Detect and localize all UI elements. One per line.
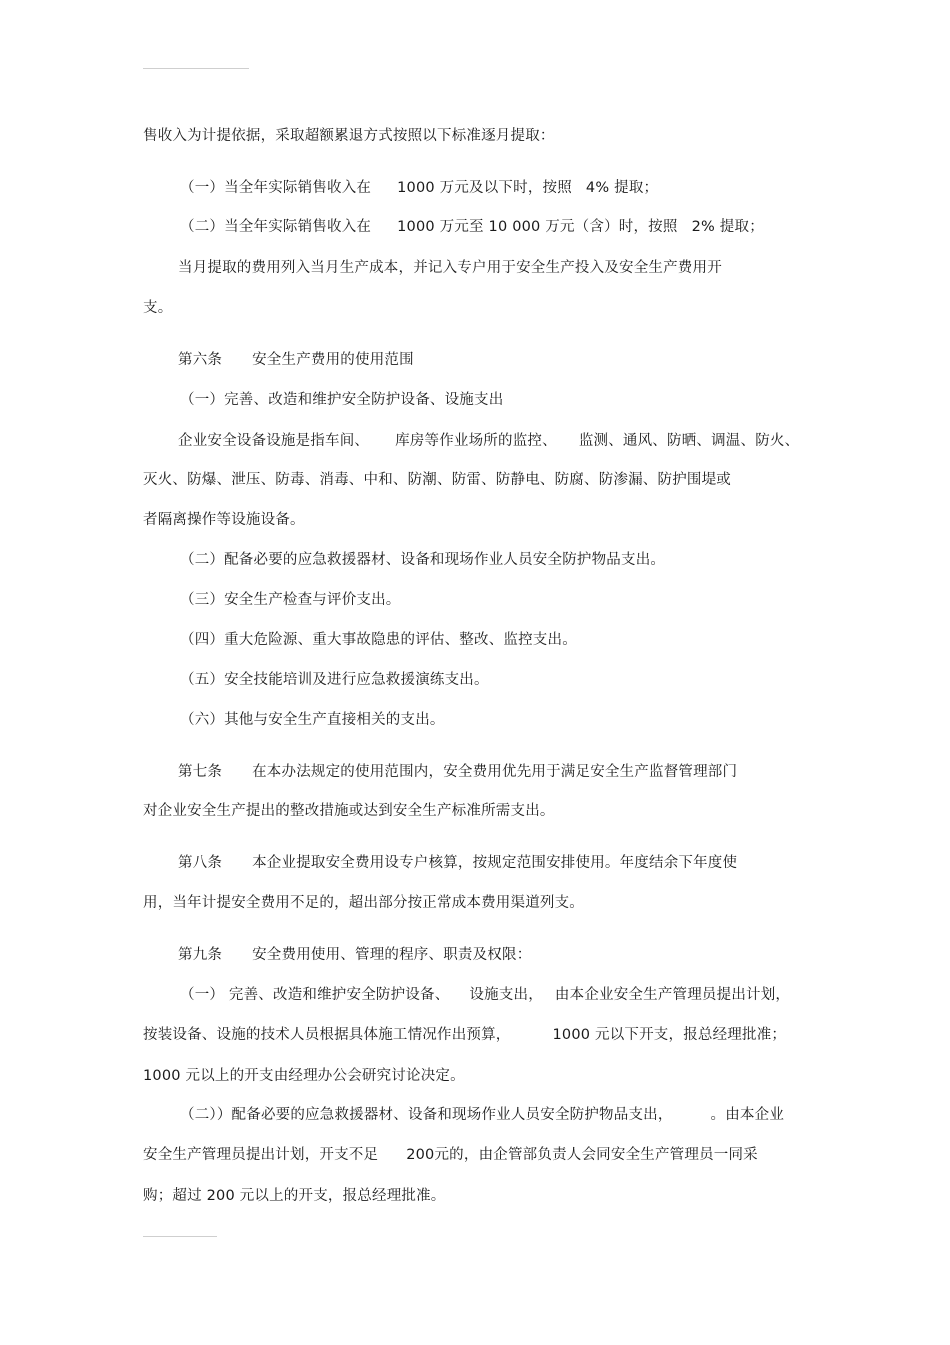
tier2-prefix: （二）当全年实际销售收入在: [180, 219, 372, 235]
tier2-range: 1000 万元至 10 000 万元（含）时，按照: [397, 219, 678, 235]
tier1-prefix: （一）当全年实际销售收入在: [180, 180, 372, 196]
article-9-para-2-line-2: [143, 1145, 758, 1165]
tier1-line: [180, 178, 658, 198]
article-6-desc-a: 企业安全设备设施是指车间、: [178, 433, 370, 449]
article-6-heading: [178, 350, 414, 370]
tier2-line: [180, 217, 764, 237]
article-8-line-2: 用，当年计提安全费用不足的，超出部分按正常成本费用渠道列支。: [143, 895, 584, 911]
article-6-desc-line-2: 灭火、防爆、泄压、防毒、消毒、中和、防潮、防雷、防静电、防腐、防渗漏、防护围堤或: [143, 472, 731, 488]
article-6-desc-c: 监测、通风、防晒、调温、防火、: [578, 433, 800, 449]
article-8-line-1: [178, 853, 737, 873]
article-9-heading: [178, 945, 531, 965]
article-7-text: 在本办法规定的使用范围内，安全费用优先用于满足安全生产监督管理部门: [252, 764, 738, 780]
article-6-item-2: （二）配备必要的应急救援器材、设备和现场作业人员安全防护物品支出。: [180, 552, 666, 568]
article-9-para-2-line-3: 购；超过 200 元以上的开支，报总经理批准。: [143, 1188, 446, 1204]
monthly-line-2: 支。: [143, 300, 173, 316]
article-6-desc-b: 库房等作业场所的监控、: [395, 433, 557, 449]
article-6-desc-line-3: 者隔离操作等设施设备。: [143, 512, 305, 528]
tier1-range: 1000 万元及以下时，按照: [397, 180, 572, 196]
article-7-line-2: 对企业安全生产提出的整改措施或达到安全生产标准所需支出。: [143, 803, 555, 819]
article-6-title: 安全生产费用的使用范围: [252, 352, 414, 368]
article-9-p2-b: 。由本企业: [710, 1107, 785, 1123]
article-6-item-4: （四）重大危险源、重大事故隐患的评估、整改、监控支出。: [180, 632, 577, 648]
intro-line: 售收入为计提依据，采取超额累退方式按照以下标准逐月提取：: [143, 128, 555, 144]
article-7-number: 第七条: [178, 764, 223, 780]
article-9-number: 第九条: [178, 947, 223, 963]
article-7-line-1: [178, 762, 737, 782]
article-9-p1-l2b: 1000 元以下开支，报总经理批准；: [552, 1027, 787, 1043]
article-6-number: 第六条: [178, 352, 223, 368]
monthly-line-1: 当月提取的费用列入当月生产成本，并记入专户用于安全生产投入及安全生产费用开: [178, 260, 722, 276]
article-9-p1-c: 由本企业安全生产管理员提出计划，: [554, 987, 791, 1003]
article-9-title: 安全费用使用、管理的程序、职责及权限：: [252, 947, 532, 963]
article-8-text: 本企业提取安全费用设专户核算，按规定范围安排使用。年度结余下年度使: [252, 855, 738, 871]
footer-rule: [143, 1236, 217, 1237]
article-9-para-1-line-2: [143, 1025, 786, 1045]
article-9-para-2-line-1: [180, 1105, 784, 1125]
article-9-p2-a: （二））配备必要的应急救援器材、设备和现场作业人员安全防护物品支出，: [180, 1107, 673, 1123]
article-6-item-3: （三）安全生产检查与评价支出。: [180, 592, 401, 608]
article-9-p2-l2a: 安全生产管理员提出计划，开支不足: [143, 1147, 379, 1163]
article-9-p1-b: 设施支出，: [469, 987, 543, 1003]
tier1-rate: 4% 提取；: [585, 180, 659, 196]
article-6-item-6: （六）其他与安全生产直接相关的支出。: [180, 712, 445, 728]
article-6-desc-line-1: [178, 431, 799, 451]
tier2-rate: 2% 提取；: [691, 219, 764, 235]
article-9-p2-l2b: 200元的，由企管部负责人会同安全生产管理员一同采: [406, 1147, 758, 1163]
header-rule: [143, 68, 249, 69]
article-6-item-1: （一）完善、改造和维护安全防护设备、设施支出: [180, 392, 504, 408]
article-8-number: 第八条: [178, 855, 223, 871]
article-9-para-1-line-1: [180, 985, 790, 1005]
article-9-para-1-line-3: 1000 元以上的开支由经理办公会研究讨论决定。: [143, 1068, 465, 1084]
article-9-p1-l2a: 按装设备、设施的技术人员根据具体施工情况作出预算，: [143, 1027, 511, 1043]
article-9-p1-a: （一） 完善、改造和维护安全防护设备、: [180, 987, 450, 1003]
article-6-item-5: （五）安全技能培训及进行应急救援演练支出。: [180, 672, 489, 688]
